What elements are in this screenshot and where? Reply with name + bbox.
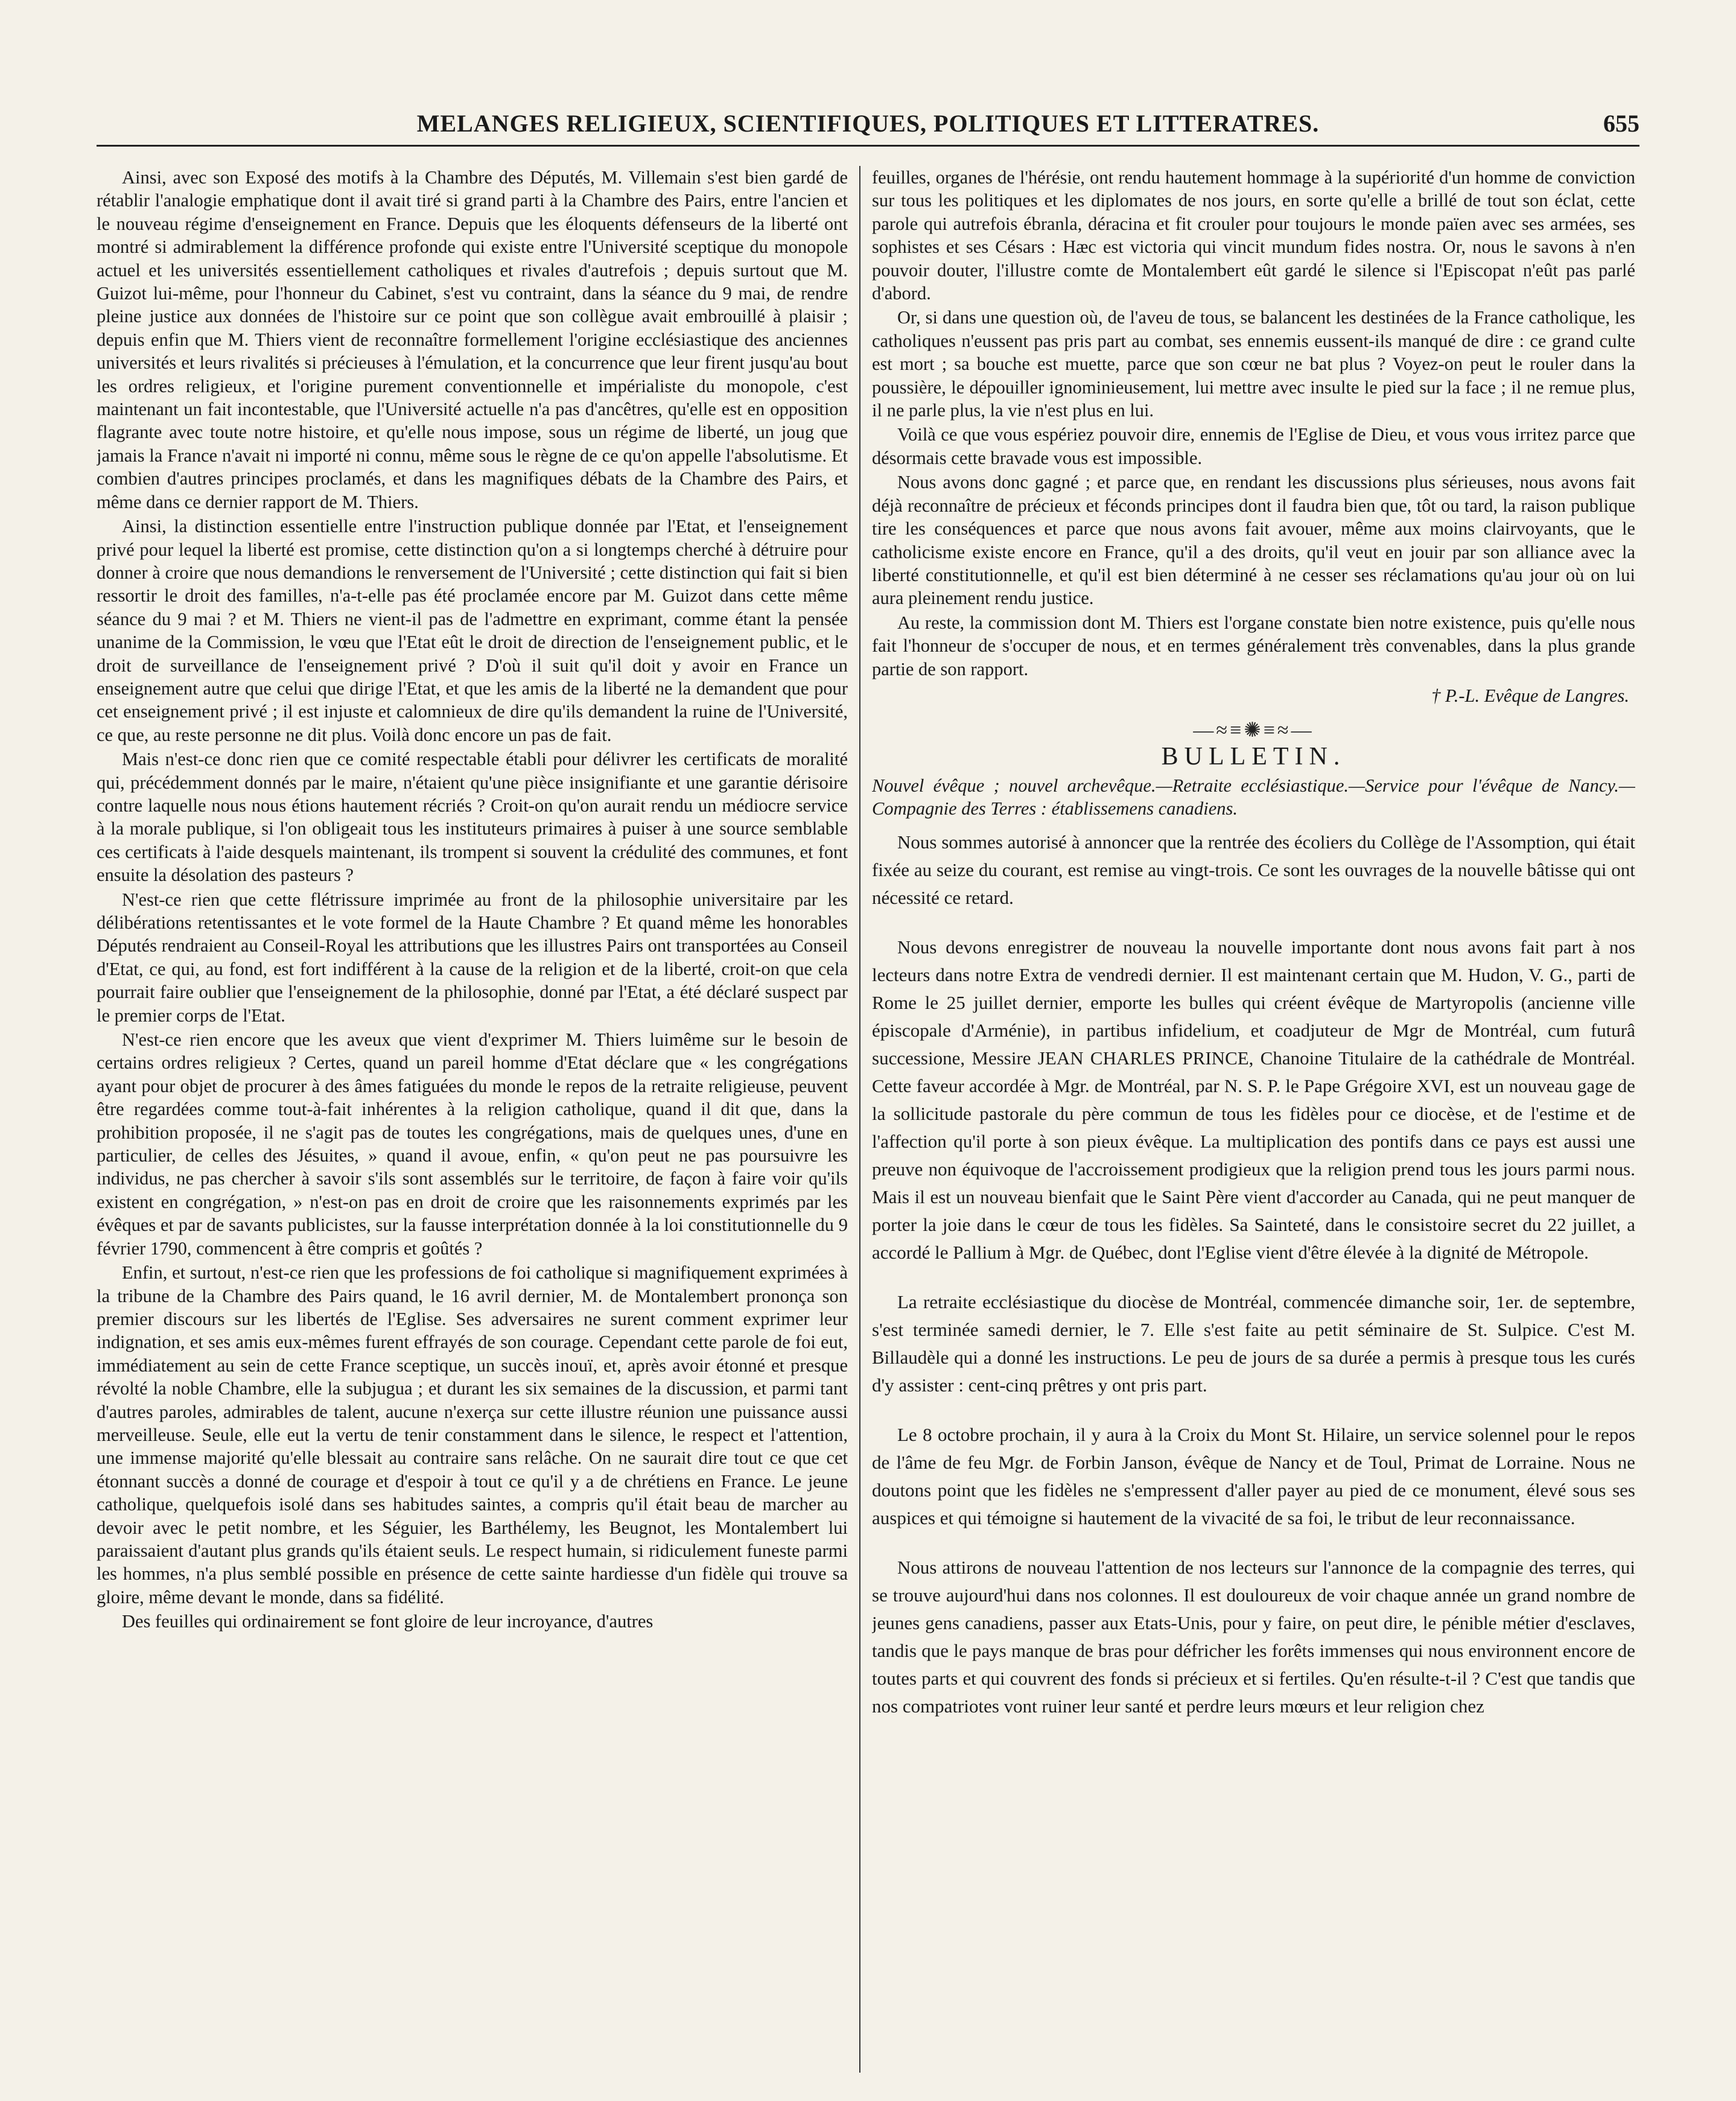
article-paragraph: Ainsi, la distinction essentielle entre l'instruction publique donnée par l'Etat, et l'enseignement privé pour lequel la liberté est promise, cette distinction qu'on a si longtemps cherché à détruire pour donner à croire que nous demandions le renversement de l'Université ; cette distinction qui fait si bien ressortir le droit des familles, n'a-t-elle pas été proclamée encore par M. Guizot dans cette même séance du 9 mai ? et M. Thiers ne vient-il pas de l'admettre en exprimant, comme étant la pensée unanime de la Commission, le vœu que l'Etat eût le droit de direction de l'enseignement public, et le droit de surveillance de l'enseignement privé ? D'où il suit qu'il doit y avoir en France un enseignement autre que celui que dirige l'Etat, et que les amis de la liberté ne la demandent que pour cet enseignement privé ; il est injuste et calomnieux de dire qu'ils demandent la ruine de l'Université, ce que, au reste personne ne dit plus. Voilà donc encore un pas de fait. xyxy=(97,516,848,745)
running-head xyxy=(97,103,1639,147)
article-paragraph: N'est-ce rien que cette flétrissure imprimée au front de la philosophie universitaire par les délibérations retentissantes et le vote formel de la Haute Chambre ? Et quand même les honorables Députés rendraient au Conseil-Royal les attributions que les illustres Pairs ont transportées au Conseil d'Etat, ce qui, au fond, est fort indifférent à la cause de la religion et de la liberté, croit-on que cela pourrait faire oublier que l'enseignement de la philosophie, donné par l'Etat, a été déclaré suspect par le premier corps de l'Etat. xyxy=(97,889,848,1026)
bulletin-paragraph: Nous attirons de nouveau l'attention de nos lecteurs sur l'annonce de la compagnie des terres, qui se trouve aujourd'hui dans nos colonnes. Il est douloureux de voir chaque année un grand nombre de jeunes gens canadiens, passer aux Etats-Unis, pour y faire, on peut dire, le pénible métier d'esclaves, tandis que le pays manque de bras pour défricher les forêts immenses qui nous environnent encore de toutes parts et qui couvrent des fonds si précieux et si fertiles. Qu'en résulte-t-il ? C'est que tandis que nos compatriotes vont ruiner leur santé et perdre leurs mœurs et leur religion chez xyxy=(872,1557,1635,1717)
bulletin-item xyxy=(872,1288,1635,1399)
bulletin-heading: BULLETIN. xyxy=(1161,742,1346,771)
bulletin-paragraph: La retraite ecclésiastique du diocèse de Montréal, commencée dimanche soir, 1er. de septembre, s'est terminée samedi dernier, le 7. Elle s'est faite au petit séminaire de St. Sulpice. C'est M. Billaudèle qui a donné les instructions. Le peu de jours de sa durée a permis à presque tous les curés d'y assister : cent-cinq prêtres y ont pris part. xyxy=(872,1291,1635,1396)
left-column xyxy=(97,166,848,2067)
right-column xyxy=(872,166,1635,2067)
bulletin-paragraph: Nous sommes autorisé à annoncer que la rentrée des écoliers du Collège de l'Assomption, qui était fixée au seize du courant, est remise au vingt-trois. Ce sont les ouvrages de la nouvelle bâtisse qui ont nécessité ce retard. xyxy=(872,831,1635,909)
article-paragraph: Mais n'est-ce donc rien que ce comité respectable établi pour délivrer les certificats de moralité qui, précédemment donnés par le maire, n'étaient qu'une pièce insignifiante et une garantie dérisoire contre laquelle nous nous étions hautement récriés ? Croit-on qu'on aurait rendu un médiocre service à la morale publique, si l'on obligeait tous les instituteurs primaires à puiser à une source semblable ces certificats à l'aide desquels maintenant, ils trompent si souvent la crédulité des communes, et font ensuite la désolation des pasteurs ? xyxy=(97,749,848,886)
article-paragraph: feuilles, organes de l'hérésie, ont rendu hautement hommage à la supériorité d'un homme de conviction sur tous les politiques et les diplomates de nos jours, en sorte qu'elle a brillé de tout son éclat, cette parole qui autrefois ébranla, déracina et fit crouler pour toujours le monde païen avec ses armées, ses sophistes et ses Césars : Hæc est victoria qui vincit mundum fides nostra. Or, nous le savons à n'en pouvoir douter, l'illustre comte de Montalembert eût gardé le silence si l'Episcopat n'eût pas parlé d'abord. xyxy=(872,167,1635,304)
article-paragraph: Nous avons donc gagné ; et parce que, en rendant les discussions plus sérieuses, nous avons fait déjà reconnaître de précieux et féconds principes dont il faudra bien que, tôt ou tard, la raison publique tire les conséquences et parce que nous avons fait avouer, même aux moins clairvoyants, que le catholicisme existe encore en France, qu'il a des droits, qu'il veut en jouir par son alliance avec la liberté constitutionnelle, et qu'il est bien déterminé à ne cesser ses réclamations qu'au jour où on lui aura pleinement rendu justice. xyxy=(872,472,1635,609)
article-paragraph: Voilà ce que vous espériez pouvoir dire, ennemis de l'Eglise de Dieu, et vous vous irritez parce que désormais cette bravade vous est impossible. xyxy=(872,424,1635,468)
article-paragraph: Au reste, la commission dont M. Thiers est l'organe constate bien notre existence, puis qu'elle nous fait l'honneur de s'occuper de nous, et en termes généralement très convenables, dans la plus grande partie de son rapport. xyxy=(872,612,1635,679)
article-paragraph: Ainsi, avec son Exposé des motifs à la Chambre des Députés, M. Villemain s'est bien gardé de rétablir l'analogie emphatique dont il avait tiré si grand parti à la Chambre des Pairs, entre l'ancien et le nouveau régime d'enseignement en France. Depuis que les éloquents défenseurs de la liberté ont montré si admirablement la différence profonde qui existe entre l'Université sceptique du monopole actuel et les universités essentiellement catholiques et rivales d'autrefois ; depuis surtout que M. Guizot lui-même, pour l'honneur du Cabinet, s'est vu contraint, dans la séance du 9 mai, de rendre pleine justice aux données de l'histoire sur ce point que son collègue avait embrouillé à plaisir ; depuis enfin que M. Thiers vient de reconnaître formellement l'origine ecclésiastique des anciennes universités et leurs rivalités si précieuses à l'émulation, et la concurrence que leur firent jusqu'au bout les ordres religieux, et l'origine purement conventionnelle et impérialiste du monopole, c'est maintenant un fait incontestable, que l'Université actuelle n'a pas d'ancêtres, qu'elle est en opposition flagrante avec toute notre histoire, et qu'elle nous impose, sous un régime de liberté, un joug que jamais la France n'avait ni importé ni connu, même sous le règne de ce qu'on appelle l'absolutisme. Et combien d'autres principes proclamés, et dans les magnifiques débats de la Chambre des Pairs, et même dans ce dernier rapport de M. Thiers. xyxy=(97,167,848,512)
bulletin-item xyxy=(872,828,1635,912)
article-paragraph: Or, si dans une question où, de l'aveu de tous, se balancent les destinées de la France catholique, les catholiques n'eussent pas pris part au combat, ses ennemis eussent-ils manqué de dire : ce grand culte est mort ; sa bouche est muette, parce que son cœur ne bat plus ? Voyez-on peut le rouler dans la poussière, le dépouiller ignominieusement, lui mettre avec insulte le pied sur la face ; il ne remue plus, il ne parle plus, la vie n'est plus en lui. xyxy=(872,307,1635,421)
article-paragraph: Enfin, et surtout, n'est-ce rien que les professions de foi catholique si magnifiquement exprimées à la tribune de la Chambre des Pairs quand, le 16 avril dernier, M. de Montalembert prononça son premier discours sur les libertés de l'Eglise. Ses adversaires ne surent comment exprimer leur indignation, et ses amis eux-mêmes furent effrayés de son courage. Cependant cette parole de foi eut, immédiatement au sein de cette France sceptique, un succès inouï, et, après avoir étonné et presque révolté la noble Chambre, elle la subjugua ; et durant les six semaines de la discussion, et parmi tant d'autres paroles, admirables de talent, aucune n'exerça sur cette illustre réunion une puissance aussi merveilleuse. Seule, elle eut la vertu de tenir constamment dans le silence, le respect et l'attention, une immense majorité qu'elle blessait au contraire sans relâche. On ne saurait dire tout ce que cet étonnant succès a donné de courage et d'espoir à tout ce qu'il y a de chrétiens en France. Le jeune catholique, quelquefois isolé dans ses habitudes saintes, a compris qu'il était beau de marcher au devoir avec le petit nombre, et les Séguier, les Barthélemy, les Beugnot, les Montalembert lui paraissaient d'autant plus grands qu'ils étaient seuls. Le respect humain, si ridiculement funeste parmi les hommes, n'a plus semblé possible en présence de cette sainte hardiesse d'un fidèle qui trouve sa gloire, même devant le monde, dans sa fidélité. xyxy=(97,1262,848,1607)
bulletin-paragraph: Nous devons enregistrer de nouveau la nouvelle importante dont nous avons fait part à nos lecteurs dans notre Extra de vendredi dernier. Il est maintenant certain que M. Hudon, V. G., parti de Rome le 25 juillet dernier, emporte les bulles qui créent évêque de Martyropolis (ancienne ville épiscopale d'Arménie), in partibus infidelium, et coadjuteur de Mgr de Montréal, cum futurâ successione, Messire JEAN CHARLES PRINCE, Chanoine Titulaire de la cathédrale de Montréal. Cette faveur accordée à Mgr. de Montréal, par N. S. P. le Pape Grégoire XVI, est un nouveau gage de la sollicitude pastorale du père commun de tous les fidèles pour ce diocèse, et de l'estime et de l'affection qu'il porte à son pieux évêque. La multiplication des pontifs dans ce pays est aussi une preuve non équivoque de l'accroissement prodigieux que la religion prend tous les jours parmi nous. Mais il est un nouveau bienfait que le Saint Père vient d'accorder au Canada, qui ne peut manquer de porter la joie dans le cœur de tous les fidèles. Sa Sainteté, dans le consistoire secret du 22 juillet, a accordé le Pallium à Mgr. de Québec, dont l'Eglise vient d'être élevée à la dignité de Métropole. xyxy=(872,936,1635,1263)
bulletin-item xyxy=(872,1421,1635,1532)
article-paragraph: N'est-ce rien encore que les aveux que vient d'exprimer M. Thiers luimême sur le besoin de certains ordres religieux ? Certes, quand un pareil homme d'Etat déclare que « les congrégations ayant pour objet de procurer à des âmes fatiguées du monde le repos de la retraite religieuse, peuvent être regardées comme tout-à-fait inhérentes à la religion catholique, quand il dit que, dans la prohibition proposée, il ne s'agit pas de toutes les congrégations, mais de quelques unes, d'une en particulier, de celles des Jésuites, » quand il avoue, enfin, « qu'on peut ne pas poursuivre les individus, ne pas chercher à savoir s'ils sont assemblés sur le territoire, de façon à faire voir qu'ils existent en congrégation, » n'est-on pas en droit de croire que les raisonnements exprimés par les évêques et par de savants publicistes, sur la fausse interprétation donnée à la loi constitutionnelle du 9 février 1790, commencent à être compris et goûtés ? xyxy=(97,1029,848,1259)
ornament-divider: —≈≡✺≡≈— xyxy=(1193,719,1314,742)
article-paragraph: Des feuilles qui ordinairement se font gloire de leur incroyance, d'autres xyxy=(122,1611,653,1632)
page-number: 655 xyxy=(1603,110,1639,137)
column-divider xyxy=(859,166,860,2073)
bulletin-paragraph: Le 8 octobre prochain, il y aura à la Croix du Mont St. Hilaire, un service solennel pour le repos de l'âme de feu Mgr. de Forbin Janson, évêque de Nancy et de Toul, Primat de Lorraine. Nous ne doutons point que les fidèles ne s'empressent d'aller payer au pied de ce monument, élevé sous ses auspices et qui témoigne si hautement de la vivacité de sa foi, le tribut de leur reconnaissance. xyxy=(872,1424,1635,1529)
bulletin-item xyxy=(872,1554,1635,1720)
bulletin-summary: Nouvel évêque ; nouvel archevêque.—Retraite ecclésiastique.—Service pour l'évêque de Nancy.—Compagnie des Terres : établissemens canadiens. xyxy=(872,775,1635,819)
running-title: MELANGES RELIGIEUX, SCIENTIFIQUES, POLITIQUES ET LITTERATRES. xyxy=(416,110,1320,137)
bulletin-item xyxy=(872,933,1635,1267)
article-signature: † P.-L. Evêque de Langres. xyxy=(1431,685,1629,706)
